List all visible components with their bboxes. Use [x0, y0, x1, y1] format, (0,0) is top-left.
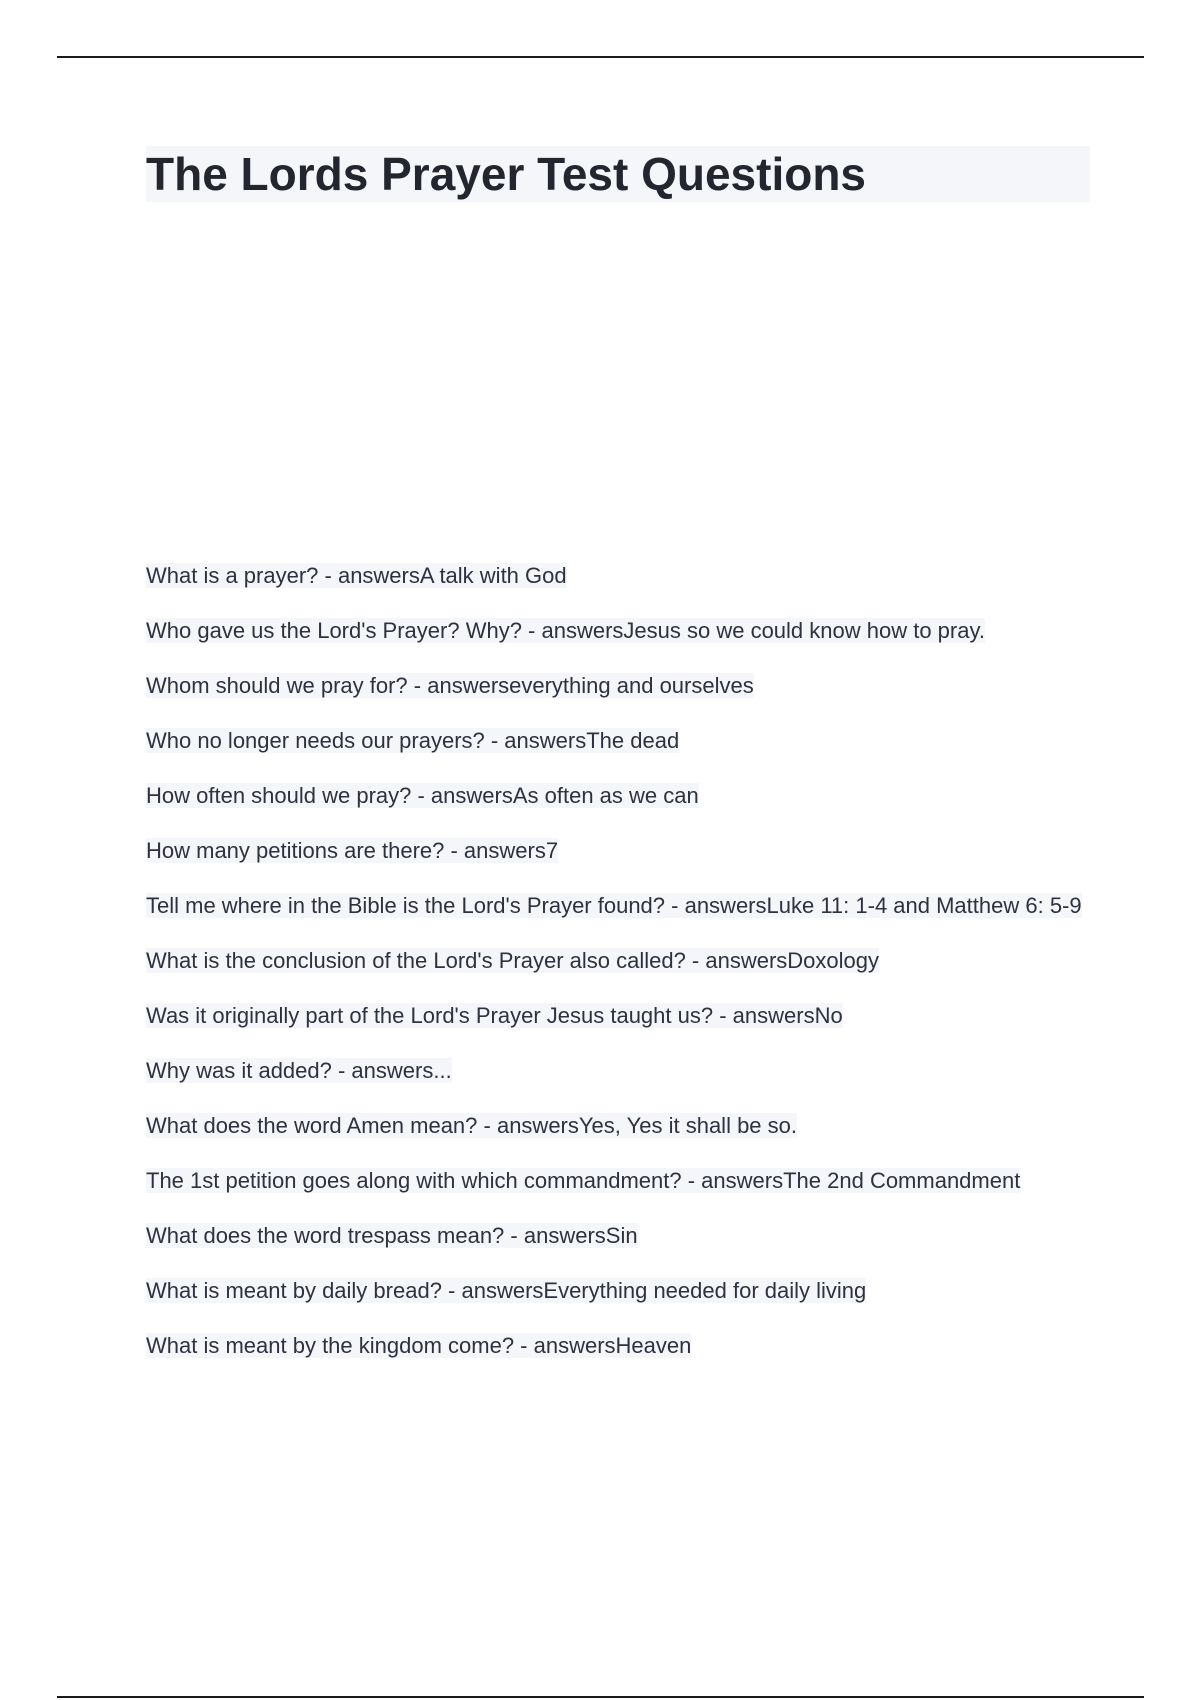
list-item	[146, 1277, 1106, 1305]
question-answer-text: What does the word trespass mean? - answersSin	[146, 1223, 638, 1248]
list-item	[146, 947, 1106, 975]
list-item	[146, 1057, 1106, 1085]
question-answer-text: What is meant by daily bread? - answersEverything needed for daily living	[146, 1278, 867, 1303]
question-answer-text: How many petitions are there? - answers7	[146, 838, 559, 863]
question-answer-text: What is a prayer? - answersA talk with God	[146, 563, 567, 588]
question-answer-text: Who gave us the Lord's Prayer? Why? - answersJesus so we could know how to pray.	[146, 618, 985, 643]
bottom-divider	[57, 1696, 1144, 1698]
question-answer-text: Whom should we pray for? - answerseverything and ourselves	[146, 673, 754, 698]
question-answer-text: The 1st petition goes along with which commandment? - answersThe 2nd Commandment	[146, 1168, 1021, 1193]
question-answer-text: What is meant by the kingdom come? - answersHeaven	[146, 1333, 692, 1358]
list-item	[146, 892, 1106, 920]
list-item	[146, 782, 1106, 810]
question-answer-text: Who no longer needs our prayers? - answersThe dead	[146, 728, 680, 753]
list-item	[146, 1332, 1106, 1360]
list-item	[146, 727, 1106, 755]
list-item	[146, 1167, 1106, 1195]
question-answer-text: What does the word Amen mean? - answersYes, Yes it shall be so.	[146, 1113, 797, 1138]
list-item	[146, 617, 1106, 645]
question-answer-text: How often should we pray? - answersAs often as we can	[146, 783, 699, 808]
question-answer-list	[146, 562, 1106, 1387]
question-answer-text: Was it originally part of the Lord's Prayer Jesus taught us? - answersNo	[146, 1003, 843, 1028]
list-item	[146, 1002, 1106, 1030]
question-answer-text: What is the conclusion of the Lord's Prayer also called? - answersDoxology	[146, 948, 880, 973]
list-item	[146, 562, 1106, 590]
question-answer-text: Tell me where in the Bible is the Lord's Prayer found? - answersLuke 11: 1-4 and Matthew 6: 5-9	[146, 893, 1082, 918]
page-title: The Lords Prayer Test Questions	[146, 146, 1090, 202]
list-item	[146, 837, 1106, 865]
top-divider	[57, 56, 1144, 58]
list-item	[146, 1222, 1106, 1250]
list-item	[146, 1112, 1106, 1140]
question-answer-text: Why was it added? - answers...	[146, 1058, 452, 1083]
list-item	[146, 672, 1106, 700]
